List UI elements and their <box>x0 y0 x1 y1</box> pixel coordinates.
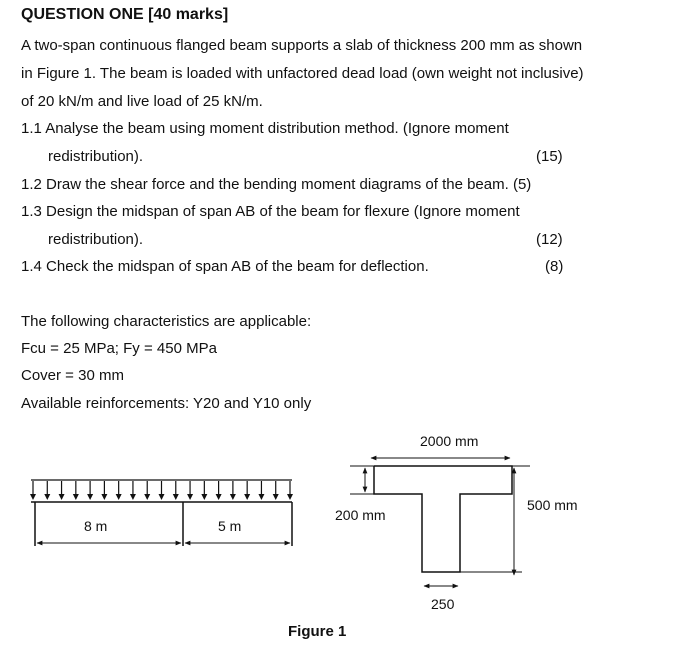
cover-value: Cover = 30 mm <box>21 367 124 384</box>
material-strength: Fcu = 25 MPa; Fy = 450 MPa <box>21 340 217 357</box>
flange-width-label: 2000 mm <box>420 433 479 449</box>
udl-arrow-head <box>187 494 193 500</box>
part-1-1-line-1: 1.1 Analyse the beam using moment distribution method. (Ignore moment <box>21 120 509 137</box>
udl-load-arrows <box>30 481 293 500</box>
part-1-1-line-2: redistribution). <box>48 148 144 165</box>
udl-arrow-head <box>59 494 65 500</box>
web-width-label: 250 <box>431 596 455 612</box>
part-1-1-marks: (15) <box>536 148 563 165</box>
udl-arrow-head <box>144 494 150 500</box>
udl-arrow-head <box>130 494 136 500</box>
udl-arrow-head <box>101 494 107 500</box>
part-1-3-line-2: redistribution). <box>48 231 144 248</box>
t-section-outline <box>374 466 512 572</box>
udl-arrow-head <box>258 494 264 500</box>
total-depth-label: 500 mm <box>527 497 578 513</box>
udl-arrow-head <box>87 494 93 500</box>
span-bc-label: 5 m <box>218 518 242 534</box>
part-1-4-line-1: 1.4 Check the midspan of span AB of the beam for deflection. <box>21 258 429 275</box>
part-1-3-marks: (12) <box>536 231 563 248</box>
udl-arrow-head <box>244 494 250 500</box>
udl-arrow-head <box>216 494 222 500</box>
udl-arrow-head <box>44 494 50 500</box>
slab-thickness-label: 200 mm <box>335 507 386 523</box>
part-1-2-line-1: 1.2 Draw the shear force and the bending moment diagrams of the beam. (5) <box>21 176 532 193</box>
part-1-3-line-1: 1.3 Design the midspan of span AB of the beam for flexure (Ignore moment <box>21 203 520 220</box>
intro-line-1: A two-span continuous flanged beam supports a slab of thickness 200 mm as shown <box>21 37 583 54</box>
udl-arrow-head <box>116 494 122 500</box>
intro-line-3: of 20 kN/m and live load of 25 kN/m. <box>21 93 263 110</box>
udl-arrow-head <box>159 494 165 500</box>
udl-arrow-head <box>287 494 293 500</box>
continuous-beam-diagram <box>30 480 293 546</box>
udl-arrow-head <box>273 494 279 500</box>
t-section-diagram <box>335 433 578 612</box>
span-ab-label: 8 m <box>84 518 108 534</box>
figure-caption: Figure 1 <box>288 623 347 640</box>
udl-arrow-head <box>230 494 236 500</box>
intro-line-2: in Figure 1. The beam is loaded with unfactored dead load (own weight not inclusive) <box>21 65 584 82</box>
question-heading: QUESTION ONE [40 marks] <box>21 6 229 23</box>
udl-arrow-head <box>173 494 179 500</box>
characteristics-intro: The following characteristics are applicable: <box>21 313 312 330</box>
udl-arrow-head <box>73 494 79 500</box>
part-1-4-marks: (8) <box>545 258 564 275</box>
available-reinforcement: Available reinforcements: Y20 and Y10 only <box>21 395 312 412</box>
udl-arrow-head <box>201 494 207 500</box>
udl-arrow-head <box>30 494 36 500</box>
